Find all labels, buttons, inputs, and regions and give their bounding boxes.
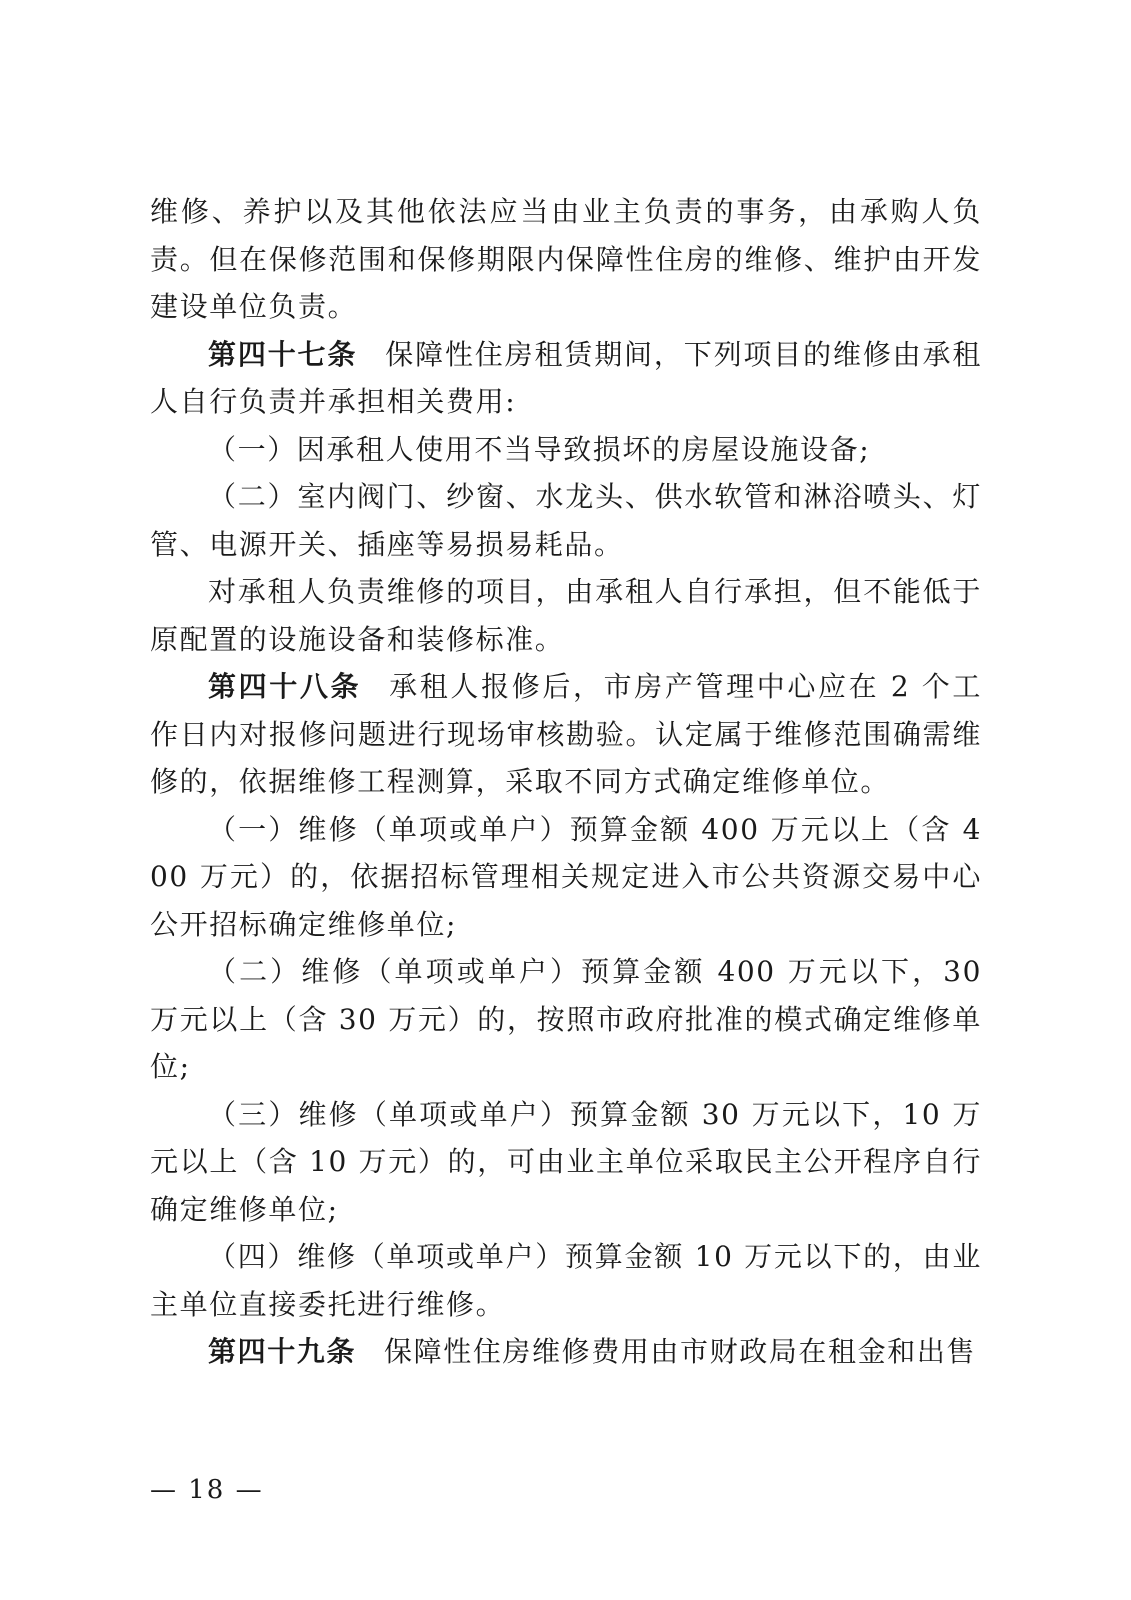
- paragraph-text: 维修、养护以及其他依法应当由业主负责的事务，由承购人负责。但在保修范围和保修期限内保障性住房的维修、维护由开发建设单位负责。: [150, 195, 982, 323]
- paragraph-text: 保障性住房维修费用由市财政局在租金和出售: [384, 1335, 977, 1368]
- paragraph-text: 保障性住房租赁期间，下列项目的维修由承租人自行负责并承担相关费用:: [150, 337, 982, 418]
- article-47: [150, 331, 982, 426]
- paragraph-1: [150, 188, 982, 331]
- article-heading: 第四十七条: [208, 337, 358, 371]
- article-48: [150, 663, 982, 806]
- paragraph-text: （一）因承租人使用不当导致损坏的房屋设施设备;: [208, 432, 871, 466]
- paragraph-tenant-responsibility: [150, 568, 982, 663]
- article-heading: 第四十九条: [208, 1335, 357, 1368]
- paragraph-text: （二）室内阀门、纱窗、水龙头、供水软管和淋浴喷头、灯管、电源开关、插座等易损易耗品。: [150, 480, 982, 561]
- list-item-4: [150, 1233, 982, 1328]
- paragraph-text: 对承租人负责维修的项目，由承租人自行承担，但不能低于原配置的设施设备和装修标准。: [150, 575, 982, 656]
- list-item-1: [150, 426, 982, 474]
- paragraph-text: （一）维修（单项或单户）预算金额 400 万元以上（含 400 万元）的，依据招标管理相关规定进入市公共资源交易中心公开招标确定维修单位;: [150, 812, 982, 941]
- list-item-2: [150, 948, 982, 1091]
- article-49: [150, 1328, 982, 1376]
- list-item-3: [150, 1091, 982, 1234]
- paragraph-text: （三）维修（单项或单户）预算金额 30 万元以下，10 万元以上（含 10 万元）的，可由业主单位采取民主公开程序自行确定维修单位;: [150, 1097, 982, 1226]
- paragraph-text: （二）维修（单项或单户）预算金额 400 万元以下，30 万元以上（含 30 万元）的，按照市政府批准的模式确定维修单位;: [150, 955, 982, 1083]
- list-item-2: [150, 473, 982, 568]
- article-heading: 第四十八条: [208, 670, 362, 703]
- paragraph-text: （四）维修（单项或单户）预算金额 10 万元以下的，由业主单位直接委托进行维修。: [150, 1240, 982, 1321]
- page-number: — 18 —: [150, 1475, 264, 1505]
- list-item-1: [150, 806, 982, 949]
- document-body: [150, 188, 982, 1376]
- paragraph-text: 承租人报修后，市房产管理中心应在 2 个工作日内对报修问题进行现场审核勘验。认定属于维修范围确需维修的，依据维修工程测算，采取不同方式确定维修单位。: [150, 670, 982, 798]
